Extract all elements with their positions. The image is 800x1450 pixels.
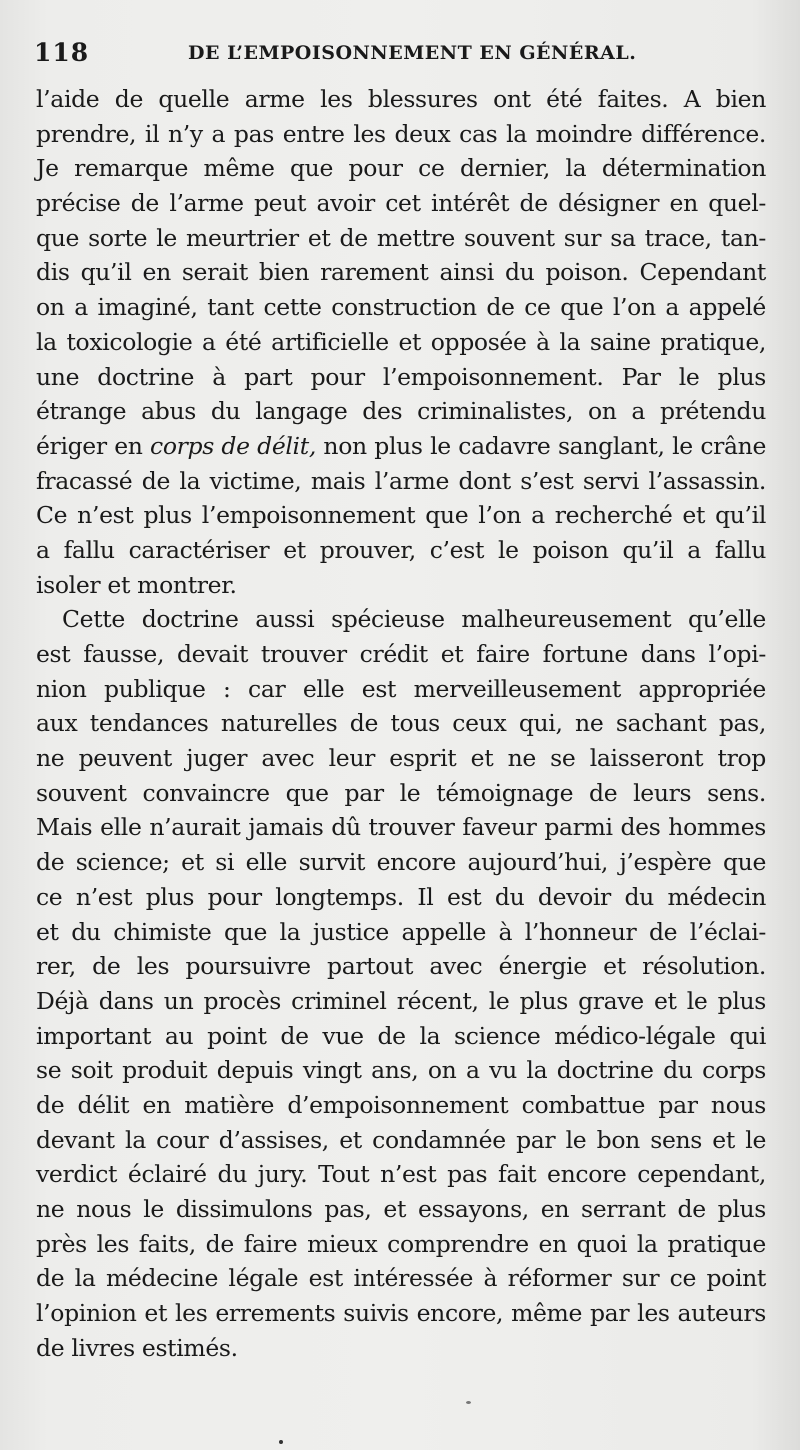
text-line: verdict éclairé du jury. Tout n’est pas fait encore cependant, — [36, 1160, 766, 1189]
text-line: ce n’est plus pour longtemps. Il est du devoir du médecin — [36, 882, 766, 911]
text-line: ne peuvent juger avec leur esprit et ne se laisseront trop — [36, 744, 766, 773]
text-line: fracassé de la victime, mais l’arme dont s’est servi l’assassin. — [36, 466, 766, 495]
paragraph-end-line: isoler et montrer. — [36, 570, 237, 599]
text-line: Mais elle n’aurait jamais dû trouver faveur parmi des hommes — [36, 813, 766, 842]
page-header — [34, 38, 764, 74]
italic-phrase: corps de délit, — [150, 431, 316, 460]
ink-speck — [466, 1401, 471, 1404]
page-number: 118 — [34, 38, 90, 67]
text-line-with-italic — [36, 429, 766, 464]
text-line: important au point de vue de la science médico-légale qui — [36, 1021, 766, 1050]
text-line: rer, de les poursuivre partout avec énergie et résolution. — [36, 952, 766, 981]
text-line: précise de l’arme peut avoir cet intérêt de désigner en quel- — [36, 189, 766, 218]
text-line: Ce n’est plus l’empoisonnement que l’on a recherché et qu’il — [36, 501, 766, 530]
text-segment: ériger en — [36, 431, 151, 460]
text-line: Déjà dans un procès criminel récent, le plus grave et le plus — [36, 986, 766, 1015]
text-line: l’aide de quelle arme les blessures ont été faites. A bien — [36, 85, 766, 113]
text-line: est fausse, devait trouver crédit et faire fortune dans l’opi- — [36, 640, 766, 668]
text-line: devant la cour d’assises, et condamnée par le bon sens et le — [36, 1125, 766, 1154]
text-line: une doctrine à part pour l’empoisonnement. Par le plus — [36, 362, 766, 391]
text-line: de délit en matière d’empoisonnement combattue par nous — [36, 1090, 766, 1119]
text-line: étrange abus du langage des criminalistes, on a prétendu — [36, 397, 766, 426]
text-line: se soit produit depuis vingt ans, on a vu la doctrine du corps — [36, 1056, 766, 1085]
paragraph-end-line: de livres estimés. — [36, 1333, 238, 1362]
text-line: que sorte le meurtrier et de mettre souvent sur sa trace, tan- — [36, 223, 766, 252]
ink-speck — [279, 1440, 283, 1444]
text-line: de science; et si elle survit encore aujourd’hui, j’espère que — [36, 848, 766, 877]
text-line: on a imaginé, tant cette construction de ce que l’on a appelé — [36, 293, 766, 322]
text-line: prendre, il n’y a pas entre les deux cas la moindre différence. — [36, 119, 766, 148]
text-line: nion publique : car elle est merveilleusement appropriée — [36, 674, 766, 703]
paragraph-start-line: Cette doctrine aussi spécieuse malheureusement qu’elle — [62, 605, 766, 634]
running-head: DE L’EMPOISONNEMENT EN GÉNÉRAL. — [188, 42, 637, 64]
text-line: et du chimiste que la justice appelle à l’honneur de l’éclai- — [36, 917, 766, 946]
text-line: dis qu’il en serait bien rarement ainsi du poison. Cependant — [36, 258, 766, 287]
text-line: de la médecine légale est intéressée à réformer sur ce point — [36, 1264, 766, 1293]
text-line: aux tendances naturelles de tous ceux qui, ne sachant pas, — [36, 709, 766, 738]
text-line: ne nous le dissimulons pas, et essayons, en serrant de plus — [36, 1195, 766, 1223]
body-text — [36, 82, 766, 1365]
text-line: l’opinion et les errements suivis encore, même par les auteurs — [36, 1299, 766, 1328]
text-line: Je remarque même que pour ce dernier, la détermination — [36, 154, 766, 183]
text-line: près les faits, de faire mieux comprendre en quoi la pratique — [36, 1229, 766, 1258]
text-line: souvent convaincre que par le témoignage de leurs sens. — [36, 778, 766, 807]
text-segment: non plus le cadavre sanglant, le crâne — [315, 431, 767, 460]
text-line: la toxicologie a été artificielle et opposée à la saine pratique, — [36, 327, 766, 356]
text-line: a fallu caractériser et prouver, c’est le poison qu’il a fallu — [36, 535, 766, 564]
